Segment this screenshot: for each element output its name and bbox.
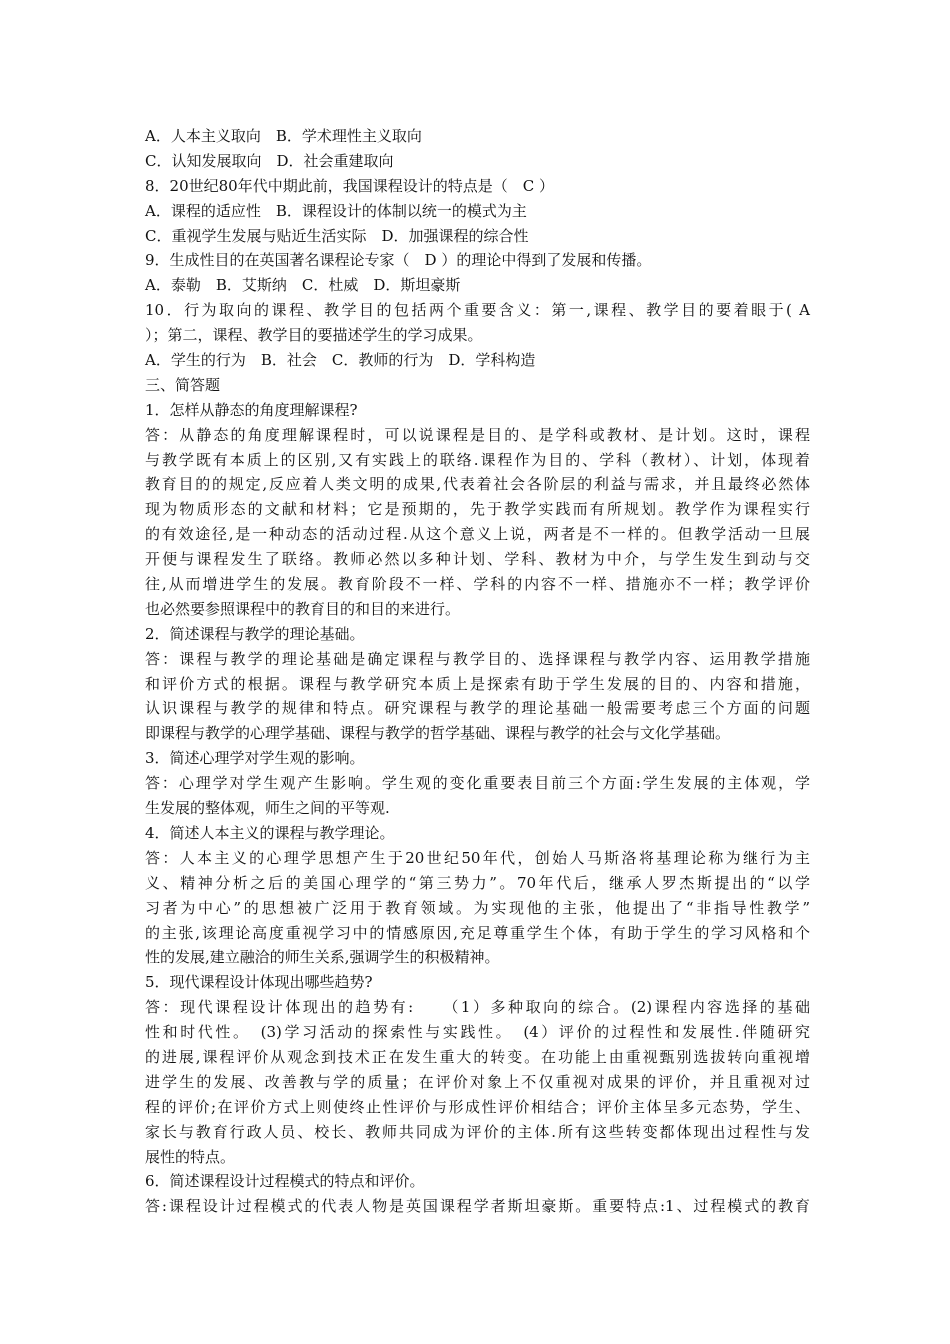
short-question-2: 2．简述课程与教学的理论基础。: [145, 624, 365, 643]
answer-line: 答：从静态的角度理解课程时，可以说课程是目的、是学科或教材、是计划。这时，课程: [145, 425, 810, 444]
answer-line: 进学生的发展、改善教与学的质量；在评价对象上不仅重视对成果的评价，并且重视对过: [145, 1072, 810, 1091]
answer-line: 性的发展,建立融洽的师生关系,强调学生的积极精神。: [145, 948, 500, 967]
answer-line: 教育目的的规定,反应着人类文明的成果,代表着社会各阶层的利益与需求，并且最终必然体: [145, 475, 810, 494]
option-line: A．学生的行为 B．社会 C．教师的行为 D．学科构造: [145, 351, 536, 370]
answer-line: 的有效途径,是一种动态的活动过程.从这个意义上说，两者是不一样的。但教学活动一旦展: [145, 525, 810, 544]
answer-line: 答：课程与教学的理论基础是确定课程与教学目的、选择课程与教学内容、运用教学措施: [145, 649, 810, 668]
option-line: C．认知发展取向 D．社会重建取向: [145, 151, 394, 170]
answer-line: 和评价方式的根据。课程与教学研究本质上是探索有助于学生发展的目的、内容和措施，: [145, 674, 810, 693]
answer-line: 义、精神分析之后的美国心理学的“第三势力”。70年代后，继承人罗杰斯提出的“以学: [145, 873, 810, 892]
answer-line: 的主张,该理论高度重视学习中的情感原因,充足尊重学生个体，有助于学生的学习风格和个: [145, 923, 810, 942]
short-question-3: 3．简述心理学对学生观的影响。: [145, 749, 365, 768]
short-question-5: 5．现代课程设计体现出哪些趋势?: [145, 973, 373, 992]
document-body: [145, 124, 810, 1219]
question-9: 9．生成性目的在英国著名课程论专家（ D ）的理论中得到了发展和传播。: [145, 251, 652, 270]
section-heading: 三、简答题: [145, 375, 221, 394]
answer-line: 答：现代课程设计体现出的趋势有: （1）多种取向的综合。(2)课程内容选择的基础: [145, 998, 810, 1017]
question-10: 10．行为取向的课程、教学目的包括两个重要含义：第一,课程、教学目的要着眼于( A: [145, 301, 810, 320]
short-question-1: 1．怎样从静态的角度理解课程?: [145, 400, 358, 419]
answer-line: 习者为中心”的思想被广泛用于教育领域。为实现他的主张，他提出了“非指导性教学”: [145, 898, 810, 917]
option-line: C．重视学生发展与贴近生活实际 D．加强课程的综合性: [145, 226, 529, 245]
answer-line: 答：心理学对学生观产生影响。学生观的变化重要表目前三个方面:学生发展的主体观，学: [145, 774, 810, 793]
option-line: A．泰勒 B．艾斯纳 C．杜威 D．斯坦豪斯: [145, 276, 461, 295]
answer-line: 性和时代性。 (3)学习活动的探索性与实践性。 (4）评价的过程性和发展性.伴随研究: [145, 1023, 810, 1042]
answer-line: 的进展,课程评价从观念到技术正在发生重大的转变。在功能上由重视甄别选拔转向重视增: [145, 1047, 810, 1066]
answer-line: 也必然要参照课程中的教育目的和目的来进行。: [145, 599, 461, 618]
question-8: 8．20世纪80年代中期此前，我国课程设计的特点是（ C ）: [145, 176, 554, 195]
answer-line: 答:课程设计过程模式的代表人物是英国课程学者斯坦豪斯。重要特点:1、过程模式的教育: [145, 1197, 810, 1216]
answer-line: 程的评价;在评价方式上则使终止性评价与形成性评价相结合；评价主体呈多元态势，学生、: [145, 1097, 810, 1116]
short-question-6: 6．简述课程设计过程模式的特点和评价。: [145, 1172, 425, 1191]
question-10-continued: ）；第二，课程、教学目的要描述学生的学习成果。: [145, 326, 483, 345]
answer-line: 答：人本主义的心理学思想产生于20世纪50年代，创始人马斯洛将基理论称为继行为主: [145, 848, 810, 867]
option-line: A．课程的适应性 B．课程设计的体制以统一的模式为主: [145, 201, 527, 220]
short-question-4: 4．简述人本主义的课程与教学理论。: [145, 823, 395, 842]
answer-line: 与教学既有本质上的区别,又有实践上的联络.课程作为目的、学科（教材）、计划，体现着: [145, 450, 810, 469]
answer-line: 展性的特点。: [145, 1147, 236, 1166]
answer-line: 往,从而增进学生的发展。教育阶段不一样、学科的内容不一样、措施亦不一样；教学评价: [145, 575, 810, 594]
answer-line: 认识课程与教学的规律和特点。研究课程与教学的理论基础一般需要考虑三个方面的问题: [145, 699, 810, 718]
answer-line: 即课程与教学的心理学基础、课程与教学的哲学基础、课程与教学的社会与文化学基础。: [145, 724, 731, 743]
answer-line: 家长与教育行政人员、校长、教师共同成为评价的主体.所有这些转变都体现出过程性与发: [145, 1122, 810, 1141]
answer-line: 开便与课程发生了联络。教师必然以多种计划、学科、教材为中介，与学生发生到动与交: [145, 550, 810, 569]
option-line: A．人本主义取向 B．学术理性主义取向: [145, 127, 422, 145]
answer-line: 生发展的整体观，师生之间的平等观.: [145, 799, 390, 818]
answer-line: 现为物质形态的文献和材料；它是预期的，先于教学实践而有所规划。教学作为课程实行: [145, 500, 810, 519]
